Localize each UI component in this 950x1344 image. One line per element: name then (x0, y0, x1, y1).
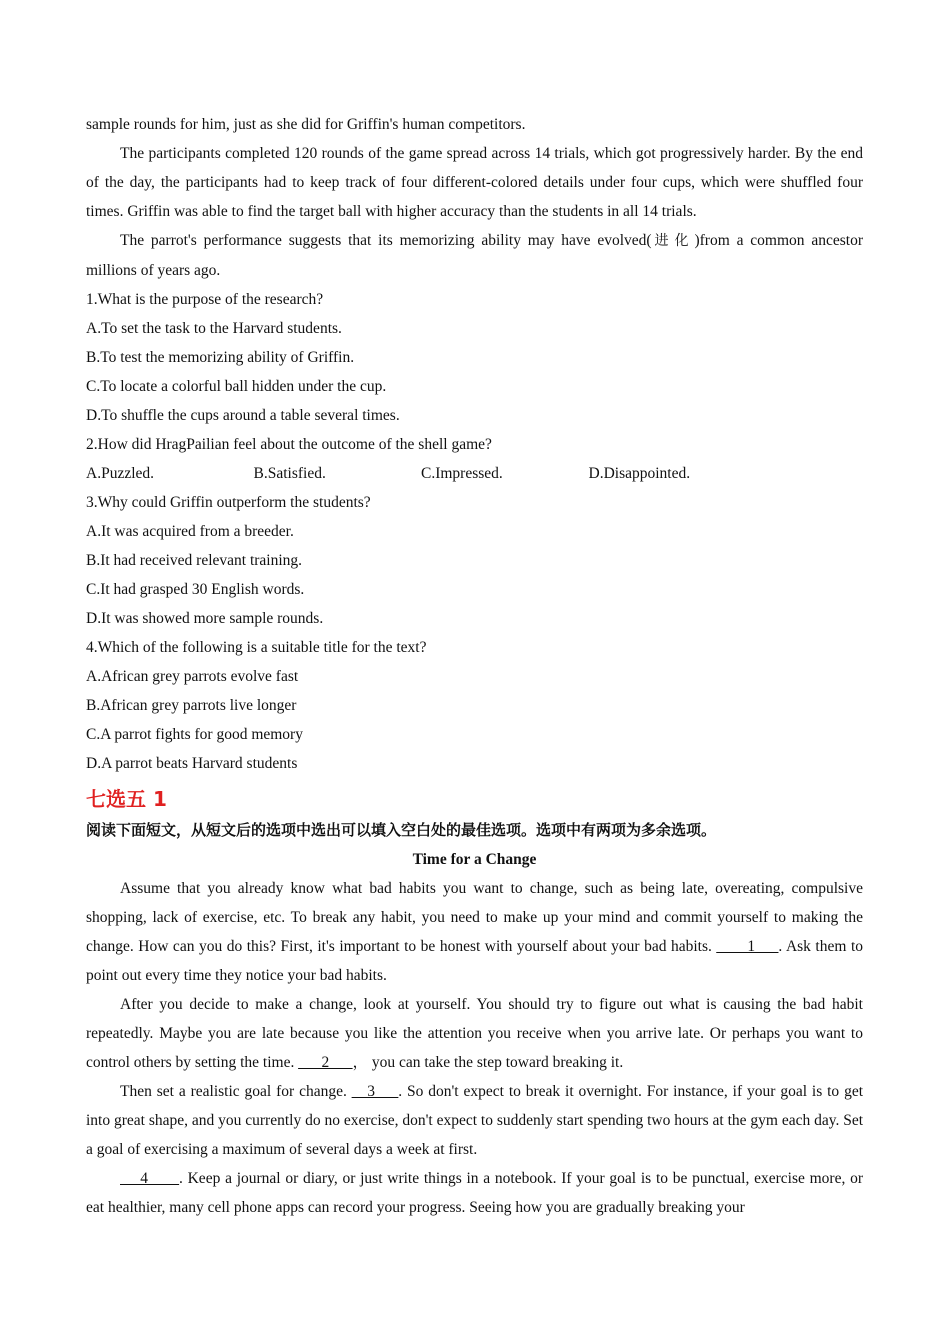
blank-2: ___2___ (298, 1054, 353, 1071)
question-stem: 1.What is the purpose of the research? (86, 291, 324, 308)
option-a: A.To set the task to the Harvard students. (86, 320, 342, 337)
options-row (86, 459, 863, 488)
para-1-text-a: Assume that you already know what bad habits you want to change, such as being late, overeating, compulsive shopping, lack of exercise, etc. To break any habit, you need to make up your mind and commit yourself to making the change. How can you do this? First, it's important to be honest with yourself about your bad habits. (86, 880, 863, 955)
blank-3: __3___ (351, 1083, 399, 1100)
question-2 (86, 430, 863, 488)
question-1 (86, 285, 863, 430)
option-b: B.Satisfied. (253, 465, 326, 482)
article-title: Time for a Change (412, 851, 537, 868)
option-b: B.It had received relevant training. (86, 552, 303, 569)
question-stem: 4.Which of the following is a suitable title for the text? (86, 639, 427, 656)
section-instruction: 阅读下面短文，从短文后的选项中选出可以填入空白处的最佳选项。选项中有两项为多余选项。 (86, 821, 717, 839)
section-title: 七选五 1 (86, 787, 167, 811)
para-3-text-b: . So don't expect to break it overnight. For instance, if your goal is to get into great shape, and you currently do no exercise, don't expect to suddenly start spending two hours at the gym each day. Set a goal of exercising a maximum of several days a week at first. (86, 1083, 864, 1158)
option-d: D.A parrot beats Harvard students (86, 755, 298, 772)
paragraph-3-chinese-gloss: 进化 (651, 233, 695, 249)
option-c: C.Impressed. (421, 465, 503, 482)
passage-paragraph-1: sample rounds for him, just as she did for Griffin's human competitors. (86, 116, 526, 133)
para-2-text-a: After you decide to make a change, look at yourself. You should try to figure out what is causing the bad habit repeatedly. Maybe you are late because you like the attention you receive when you arrive late. Or perhaps you want to control others by setting the time. (86, 996, 863, 1071)
article-paragraph-4 (86, 1164, 863, 1222)
blank-1: ____1___ (716, 938, 779, 955)
option-d: D.To shuffle the cups around a table several times. (86, 407, 400, 424)
passage-paragraph-2: The participants completed 120 rounds of the game spread across 14 trials, which got progressively harder. By the end of the day, the participants had to keep track of four different-colored details under four cups, which were shuffled four times. Griffin was able to find the target ball with higher accuracy than the students in all 14 trials. (86, 145, 863, 220)
question-stem: 2.How did HragPailian feel about the outcome of the shell game? (86, 436, 492, 453)
para-1-text-b: . Ask them to point out every time they notice your bad habits. (86, 938, 864, 984)
option-b: B.African grey parrots live longer (86, 697, 297, 714)
article-paragraph-2 (86, 990, 863, 1077)
para-2-text-b: ， you can take the step toward breaking it. (352, 1054, 624, 1071)
option-a: A.It was acquired from a breeder. (86, 523, 294, 540)
para-4-text-b: . Keep a journal or diary, or just write things in a notebook. If your goal is to be punctual, exercise more, or eat healthier, many cell phone apps can record your progress. Seeing how you are gradually breaking your (86, 1170, 863, 1216)
blank-4: __4____ (120, 1170, 179, 1187)
option-c: C.It had grasped 30 English words. (86, 581, 305, 598)
option-c: C.To locate a colorful ball hidden under the cup. (86, 378, 387, 395)
option-a: A.Puzzled. (86, 465, 155, 482)
question-4 (86, 633, 863, 778)
article-paragraph-1 (86, 874, 863, 990)
article-paragraph-3 (86, 1077, 863, 1164)
question-stem: 3.Why could Griffin outperform the students? (86, 494, 371, 511)
para-3-text-a: Then set a realistic goal for change. (120, 1083, 352, 1100)
document-page (86, 110, 863, 1222)
option-d: D.It was showed more sample rounds. (86, 610, 324, 627)
option-b: B.To test the memorizing ability of Griffin. (86, 349, 355, 366)
option-a: A.African grey parrots evolve fast (86, 668, 299, 685)
paragraph-3-text-b: )from a common ancestor millions of years ago. (86, 232, 863, 279)
option-d: D.Disappointed. (588, 465, 691, 482)
passage-paragraph-3 (86, 226, 863, 285)
option-c: C.A parrot fights for good memory (86, 726, 303, 743)
question-3 (86, 488, 863, 633)
paragraph-3-text-a: The parrot's performance suggests that its memorizing ability may have evolved( (120, 232, 652, 249)
